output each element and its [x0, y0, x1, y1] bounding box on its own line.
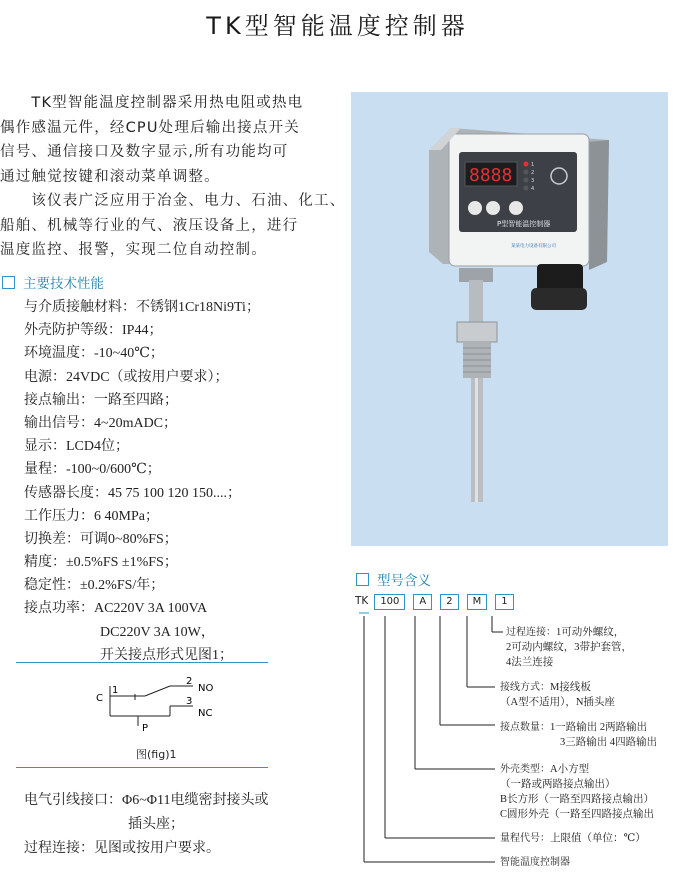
desc-title: 接线方式： — [500, 682, 550, 693]
switch-diagram — [90, 674, 230, 734]
model-desc-housing — [500, 762, 654, 822]
desc-line: （A型不适用），N插头座 — [500, 697, 615, 708]
model-desc-range — [500, 831, 646, 846]
electrical-interface: 电气引线接口：Φ6~Φ11电缆密封接头或 — [24, 793, 269, 808]
device-illustration — [351, 92, 668, 546]
desc-title: 过程连接： — [506, 627, 556, 638]
model-desc-contacts — [500, 720, 657, 750]
desc-title: 接点数量： — [500, 722, 550, 733]
divider-top — [16, 662, 268, 663]
model-prefix: TK — [355, 595, 369, 607]
device-label: P型智能温控制器 — [497, 220, 551, 228]
spec-item: 接点功率：AC220V 3A 100VA — [24, 601, 208, 617]
spec-item: 稳定性：±0.2%FS/年； — [24, 578, 165, 594]
code-box: M — [467, 594, 488, 610]
spec-item-cont — [24, 644, 260, 667]
device-display: 8888 — [469, 165, 513, 186]
led-label: 2 — [531, 170, 535, 176]
intro-line: 温度监控、报警，实现二位自动控制。 — [0, 242, 267, 258]
specs-heading — [2, 272, 104, 292]
up-button — [486, 201, 500, 215]
spec-item: 环境温度：-10~40℃； — [24, 346, 164, 362]
spec-item: 外壳防护等级：IP44； — [24, 323, 163, 339]
desc-line: 3三路输出 4四路输出 — [560, 737, 658, 748]
desc-line: A小方型 — [550, 764, 590, 775]
desc-line: 2可动内螺纹，3带护套管， — [506, 642, 632, 653]
specs-heading-text: 主要技术性能 — [23, 276, 104, 292]
spec-item: 传感器长度：45 75 100 120 150....； — [24, 485, 241, 501]
desc-line: （一路或两路接点输出） — [500, 779, 616, 790]
desc-title: 外壳类型： — [500, 764, 550, 775]
model-desc-wiring — [500, 680, 615, 710]
fig-label-1: 1 — [112, 685, 119, 696]
desc-line: 上限值（单位：℃） — [550, 833, 646, 844]
desc-line: 1可动外螺纹， — [556, 627, 625, 638]
electrical-interface-cont: 插头座； — [128, 817, 184, 832]
model-desc-product — [500, 855, 570, 870]
intro-line: 通过触觉按键和滚动菜单调整。 — [0, 168, 220, 185]
spec-cont-text: 开关接点形式见图1； — [100, 647, 233, 663]
process-connection: 过程连接：见图或按用户要求。 — [24, 841, 220, 856]
fig-label-nc: NC — [198, 708, 213, 719]
spec-item: 精度：±0.5%FS ±1%FS； — [24, 555, 178, 571]
spec-item-cont — [24, 621, 260, 644]
fig-label-3: 3 — [186, 696, 193, 707]
desc-line: 1一路输出 2两路输出 — [550, 722, 648, 733]
spec-item: 量程：-100~0/600℃； — [24, 462, 161, 478]
spec-item: 与介质接触材料：不锈钢1Cr18Ni9Ti； — [24, 300, 260, 315]
intro-line: 偶作感温元件，经CPU处理后输出接点开关 — [0, 119, 300, 136]
spec-item: 接点输出：一路至四路； — [24, 392, 178, 408]
code-box: 2 — [440, 594, 458, 610]
model-heading — [356, 569, 431, 589]
fig-label-c: C — [96, 693, 103, 704]
spec-item: 输出信号：4~20mADC； — [24, 415, 178, 431]
product-photo — [351, 92, 668, 546]
spec-item: 切换差：可调0~80%FS； — [24, 531, 178, 547]
square-icon — [356, 573, 369, 586]
square-icon — [2, 276, 15, 289]
page-title: TK型智能温度控制器 — [206, 12, 469, 40]
specs-list — [24, 296, 260, 667]
intro-line: 该仪表广泛应用于冶金、电力、石油、化工、 — [0, 193, 346, 209]
divider-bottom — [16, 767, 268, 768]
led-label: 3 — [531, 178, 535, 184]
fig-label-2: 2 — [186, 676, 193, 687]
desc-line: B长方形（一路至四路接点输出） — [500, 794, 655, 805]
intro-line: 信号、通信接口及数字显示,所有功能均可 — [0, 144, 289, 160]
spec-item: 电源：24VDC（或按用户要求）； — [24, 369, 229, 385]
led-label: 1 — [531, 162, 535, 168]
code-box: 1 — [495, 594, 513, 610]
enter-button — [509, 201, 523, 215]
intro-paragraph — [0, 91, 345, 263]
desc-title: 智能温度控制器 — [500, 857, 570, 868]
down-button — [468, 201, 482, 215]
fig-label-p: P — [142, 723, 149, 734]
desc-line: C圆形外壳（一路至四路接点输出 — [500, 809, 655, 820]
desc-line: M接线板 — [550, 682, 591, 693]
intro-line: 船舶、机械等行业的气、液压设备上，进行 — [0, 217, 299, 234]
intro-line: TK型智能温度控制器采用热电阻或热电 — [0, 95, 304, 111]
fig-label-no: NO — [198, 683, 214, 694]
device-company: 某某电力设备有限公司 — [511, 244, 556, 249]
spec-item: 工作压力：6 40MPa； — [24, 508, 159, 524]
model-desc-process — [506, 625, 632, 670]
code-box: A — [413, 594, 432, 610]
spec-cont-text: DC220V 3A 10W， — [100, 624, 215, 640]
figure-caption: 图(fig)1 — [136, 748, 177, 761]
led-label: 4 — [531, 186, 535, 192]
spec-item: 显示：LCD4位； — [24, 439, 129, 455]
model-heading-text: 型号含义 — [377, 573, 431, 589]
desc-title: 量程代号： — [500, 833, 550, 844]
code-box: 100 — [374, 594, 405, 610]
desc-line: 4法兰连接 — [506, 657, 554, 668]
